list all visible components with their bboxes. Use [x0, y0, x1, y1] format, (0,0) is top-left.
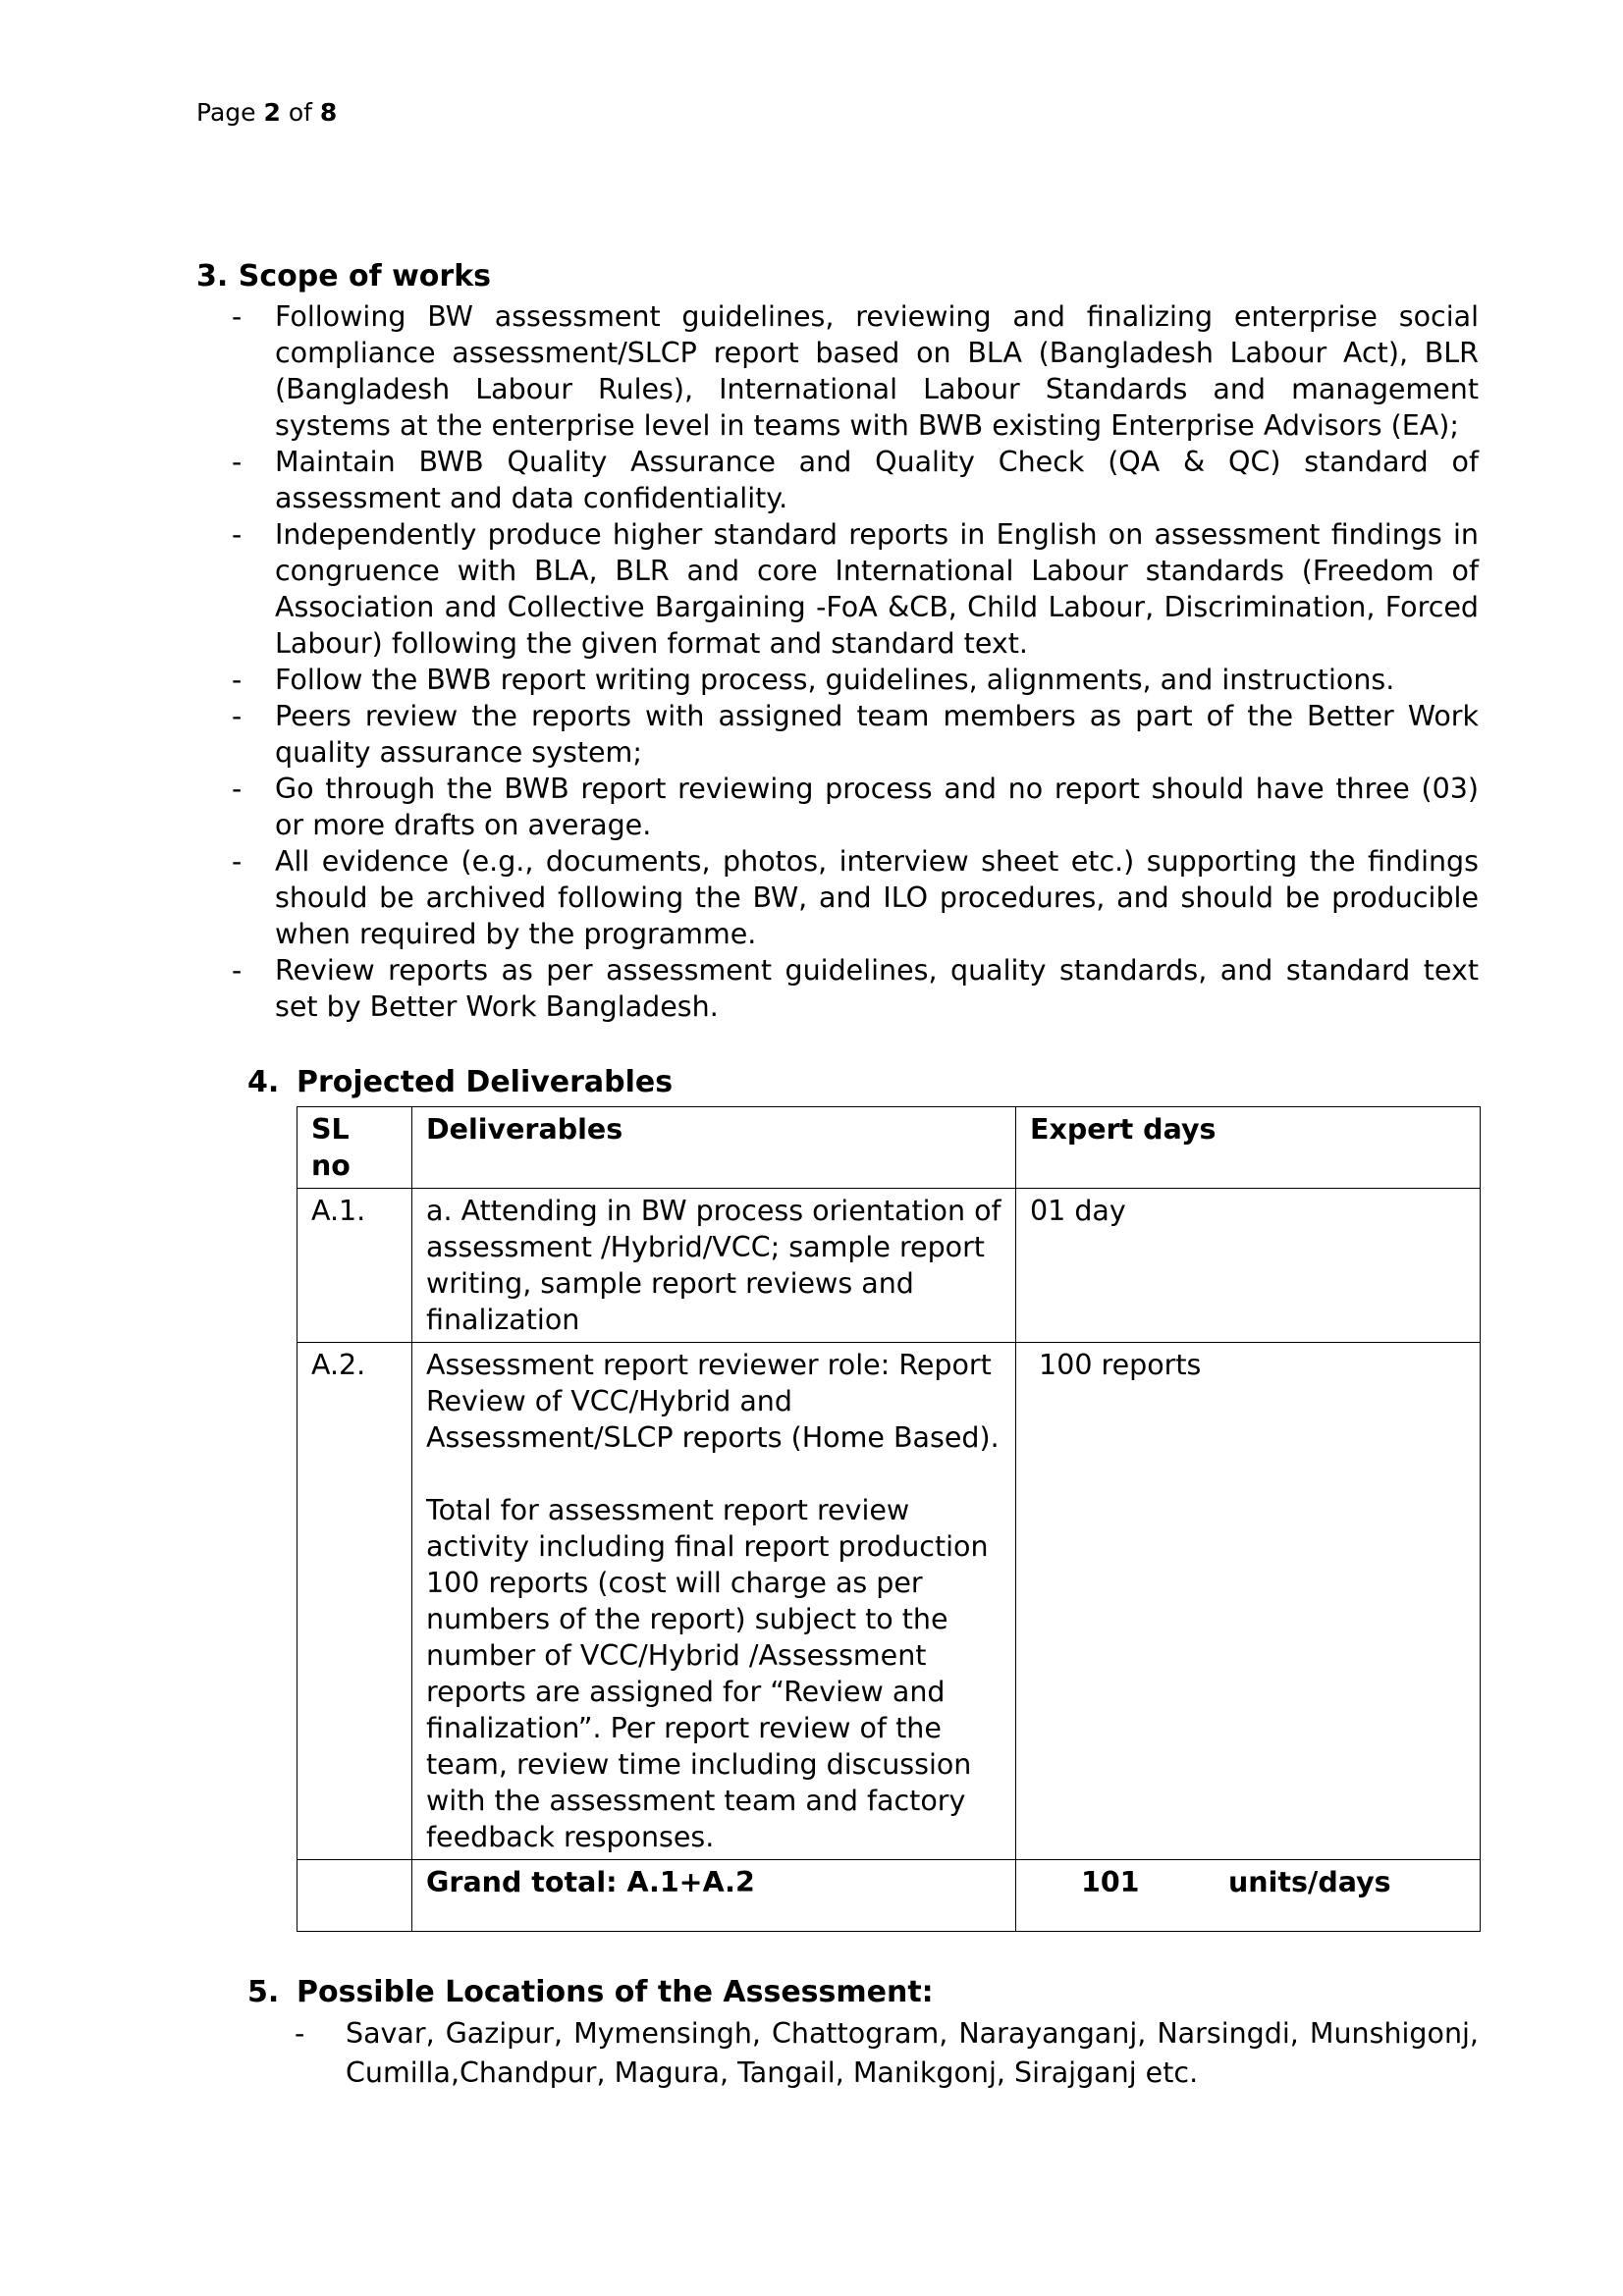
table-total-row: [298, 1860, 1481, 1932]
list-item: - Savar, Gazipur, Mymensingh, Chattogram, Narayanganj, Narsingdi, Munshigonj, Cumilla,Chandpur, Magura, Tangail, Manikgonj, Sirajganj etc.: [295, 2014, 1479, 2093]
bullet-dash: -: [295, 2017, 305, 2050]
deliverables-table: [297, 1106, 1481, 1932]
deliverable-cell: [412, 1343, 1016, 1860]
expert-days-cell: 01 day: [1016, 1189, 1481, 1343]
list-item: - Go through the BWB report reviewing process and no report should have three (03) or more drafts on average.: [232, 773, 1479, 841]
expert-days-cell: 100 reports: [1016, 1343, 1481, 1860]
bullet-dash: -: [232, 700, 243, 732]
grand-total-label: Grand total: A.1+A.2: [412, 1860, 1016, 1932]
column-header-expert-days: Expert days: [1016, 1107, 1481, 1189]
deliverable-paragraph: a. Attending in BW process orientation of assessment /Hybrid/VCC; sample report writing, sample report reviews and finalization: [426, 1195, 1001, 1336]
list-item: - All evidence (e.g., documents, photos, interview sheet etc.) supporting the findings should be archived following the BW, and ILO procedures, and should be producible when required by the programme.: [232, 845, 1479, 950]
bullet-dash: -: [232, 773, 243, 805]
list-item: - Follow the BWB report writing process, guidelines, alignments, and instructions.: [232, 664, 1395, 696]
list-item: - Independently produce higher standard reports in English on assessment findings in congruence with BLA, BLR and core International Labour standards (Freedom of Association and Collective Bargaining -FoA &CB, Child Labour, Discrimination, Forced Labour) following the given format and standard text.: [232, 518, 1479, 660]
total-number: 101: [1081, 1866, 1140, 1898]
bullet-dash: -: [232, 446, 243, 478]
deliverable-cell: [412, 1189, 1016, 1343]
bullet-dash: -: [232, 954, 243, 987]
table-header-row: [298, 1107, 1481, 1189]
total-unit: units/days: [1228, 1866, 1391, 1898]
bullet-dash: -: [232, 664, 243, 696]
list-item: - Following BW assessment guidelines, reviewing and finalizing enterprise social compliance assessment/SLCP report based on BLA (Bangladesh Labour Act), BLR (Bangladesh Labour Rules), International Labour Standards and management systems at the enterprise level in teams with BWB existing Enterprise Advisors (EA);: [232, 300, 1479, 442]
table-row: [298, 1189, 1481, 1343]
deliverable-paragraph: Assessment report reviewer role: Report Review of VCC/Hybrid and Assessment/SLCP reports (Home Based).: [426, 1349, 1000, 1454]
empty-cell: [298, 1860, 412, 1932]
grand-total-value: [1016, 1860, 1481, 1932]
page-number: Page 2 of 8: [196, 98, 338, 127]
bullet-dash: -: [232, 300, 243, 333]
section-4-heading: 4. Projected Deliverables: [247, 1065, 674, 1099]
bullet-dash: -: [232, 845, 243, 878]
list-item: - Maintain BWB Quality Assurance and Quality Check (QA & QC) standard of assessment and data confidentiality.: [232, 446, 1479, 514]
section-5-heading: 5. Possible Locations of the Assessment:: [247, 1975, 934, 2009]
locations-list: [295, 2014, 1479, 2093]
column-header-sl-no: SL no: [298, 1107, 412, 1189]
list-item: - Peers review the reports with assigned team members as part of the Better Work quality assurance system;: [232, 700, 1479, 769]
sl-cell: A.2.: [298, 1343, 412, 1860]
deliverable-paragraph: Total for assessment report review activity including final report production 100 reports (cost will charge as per numbers of the report) subject to the number of VCC/Hybrid /Assessment reports are assigned for “Review and finalization”. Per report review of the team, review time including discussion with the assessment team and factory feedback responses.: [426, 1494, 989, 1853]
scope-of-works-list: [232, 298, 1479, 1025]
column-header-deliverables: Deliverables: [412, 1107, 1016, 1189]
bullet-dash: -: [232, 518, 243, 551]
sl-cell: A.1.: [298, 1189, 412, 1343]
table-row: [298, 1343, 1481, 1860]
list-item: - Review reports as per assessment guidelines, quality standards, and standard text set by Better Work Bangladesh.: [232, 954, 1479, 1023]
section-3-heading: 3. Scope of works: [196, 259, 492, 294]
